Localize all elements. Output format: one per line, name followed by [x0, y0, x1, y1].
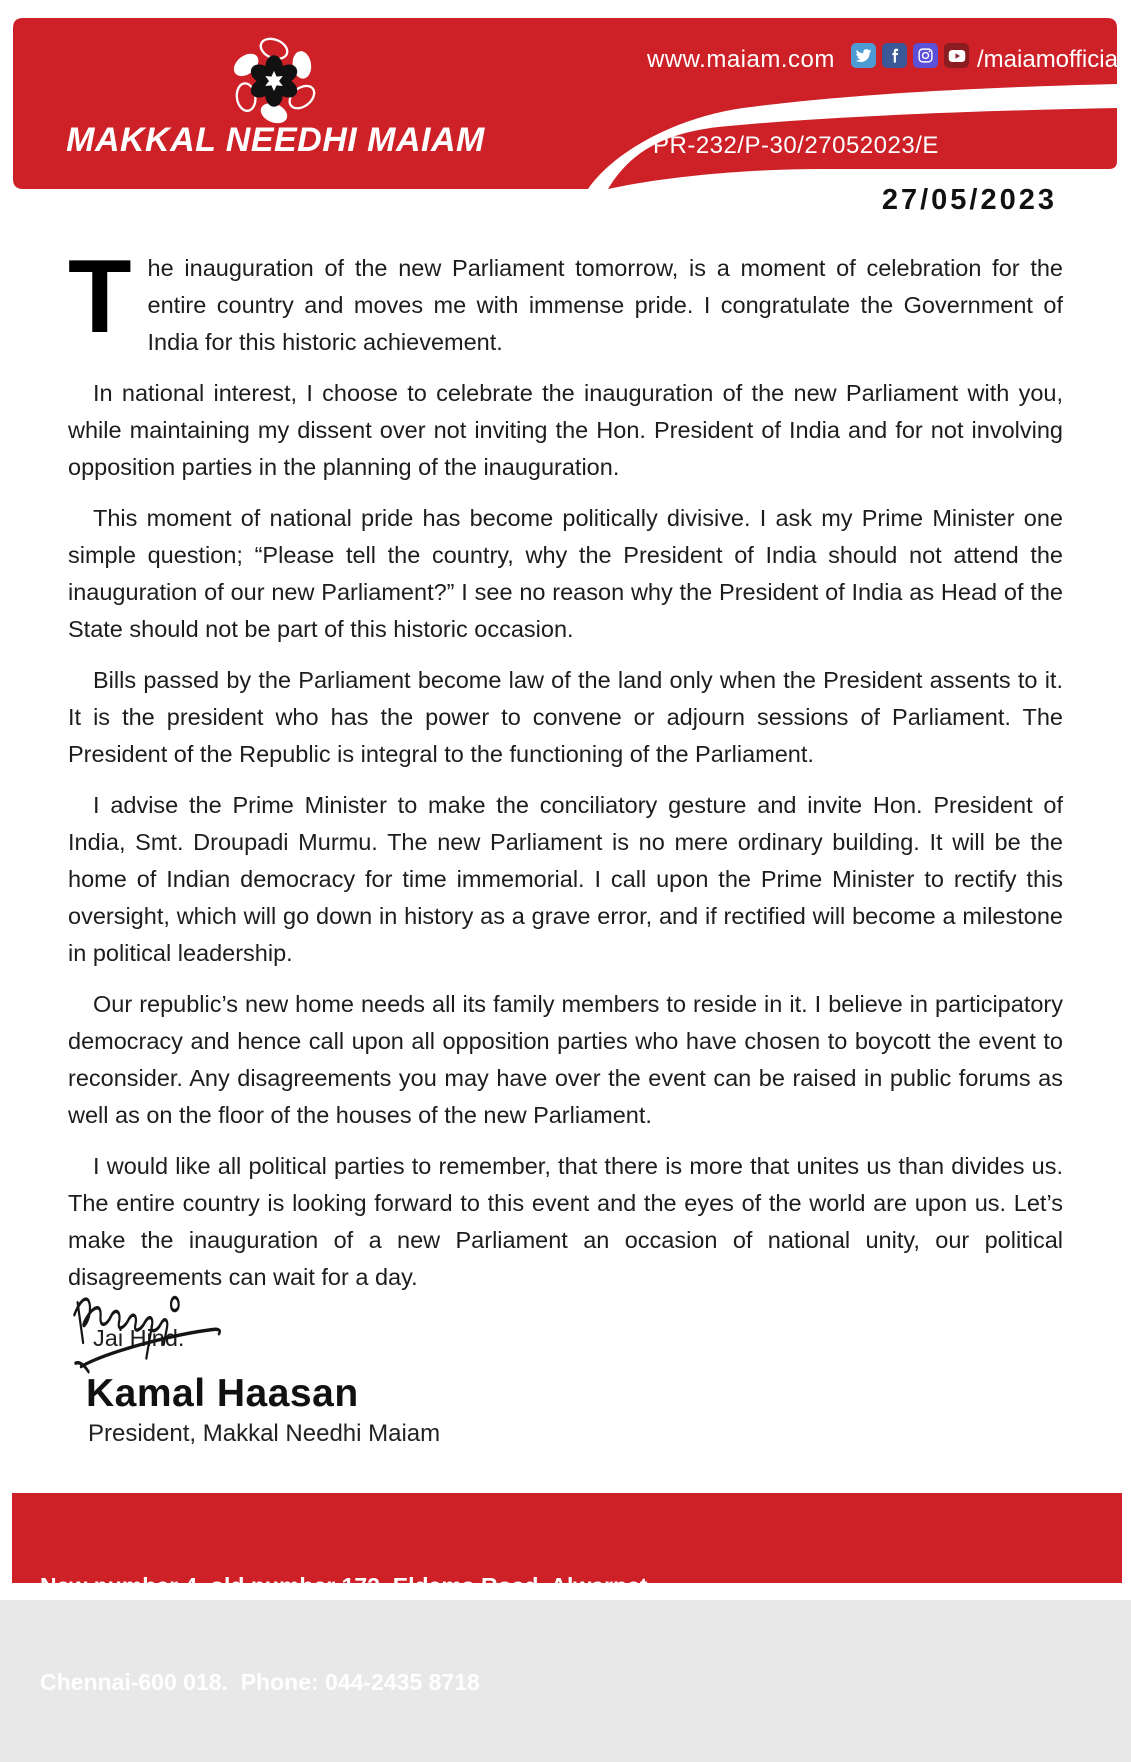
- letter-paragraph: This moment of national pride has become politically divisive. I ask my Prime Minister one simple question; “Please tell the country, why the President of India should not attend the inauguration of our new Parliament?” I see no reason why the President of India as Head of the State should not be part of this historic occasion.: [68, 505, 1063, 642]
- footer-bar: [12, 1493, 1122, 1695]
- social-icons: [851, 43, 969, 68]
- document-date: 27/05/2023: [881, 184, 1057, 216]
- letter-paragraph: I would like all political parties to remember, that there is more that unites us than divides us. The entire country is looking forward to this event and the eyes of the world are upon us. Let’s make the inauguration of a new Parliament an occasion of national unity, our political disagreements can wait for a day.: [68, 1153, 1063, 1290]
- social-handle[interactable]: /maiamofficial: [977, 46, 1124, 73]
- website-link[interactable]: www.maiam.com: [647, 46, 835, 73]
- footer-address-line1: New number 4, old number 172, Eldams Road, Alwarpet,: [40, 1573, 654, 1599]
- party-logo: [228, 31, 320, 131]
- twitter-icon[interactable]: [851, 43, 876, 68]
- youtube-icon[interactable]: [944, 43, 969, 68]
- letter-paragraph: Bills passed by the Parliament become law of the land only when the President assents to it. It is the president who has the power to convene or adjourn sessions of Parliament. The President of the Republic is integral to the functioning of the Parliament.: [68, 667, 1063, 767]
- facebook-icon[interactable]: [882, 43, 907, 68]
- signature-image: [70, 1282, 250, 1377]
- closing-salutation: Jai Hind.: [93, 1325, 185, 1351]
- party-name: MAKKAL NEEDHI MAIAM: [66, 121, 485, 159]
- footer-address-line2: Chennai-600 018. Phone: 044-2435 8718: [40, 1669, 480, 1695]
- letter-paragraph: In national interest, I choose to celebrate the inauguration of the new Parliament with you, while maintaining my dissent over not inviting the Hon. President of India and for not involving opposition parties in the planning of the inauguration.: [68, 380, 1063, 480]
- letter-body: [68, 239, 1063, 1371]
- signer-title: President, Makkal Needhi Maiam: [88, 1420, 441, 1447]
- letter-paragraph: The inauguration of the new Parliament tomorrow, is a moment of celebration for the entire country and moves me with immense pride. I congratulate the Government of India for this historic achievement.: [68, 239, 1063, 355]
- letter-paragraph: I advise the Prime Minister to make the conciliatory gesture and invite Hon. President of India, Smt. Droupadi Murmu. The new Parliament is no mere ordinary building. It will be the home of Indian democracy for time immemorial. I call upon the Prime Minister to rectify this oversight, which will go down in history as a grave error, and if rectified will become a milestone in political leadership.: [68, 792, 1063, 966]
- reference-number: PR-232/P-30/27052023/E: [653, 132, 939, 159]
- drop-cap: T: [68, 239, 132, 355]
- letter-paragraph: Our republic’s new home needs all its family members to reside in it. I believe in participatory democracy and hence call upon all opposition parties who have chosen to boycott the event to reconsider. Any disagreements you may have over the event can be raised in public forums as well as on the floor of the houses of the new Parliament.: [68, 991, 1063, 1128]
- signer-name: Kamal Haasan: [86, 1372, 359, 1415]
- instagram-icon[interactable]: [913, 43, 938, 68]
- header-banner: [13, 18, 1124, 189]
